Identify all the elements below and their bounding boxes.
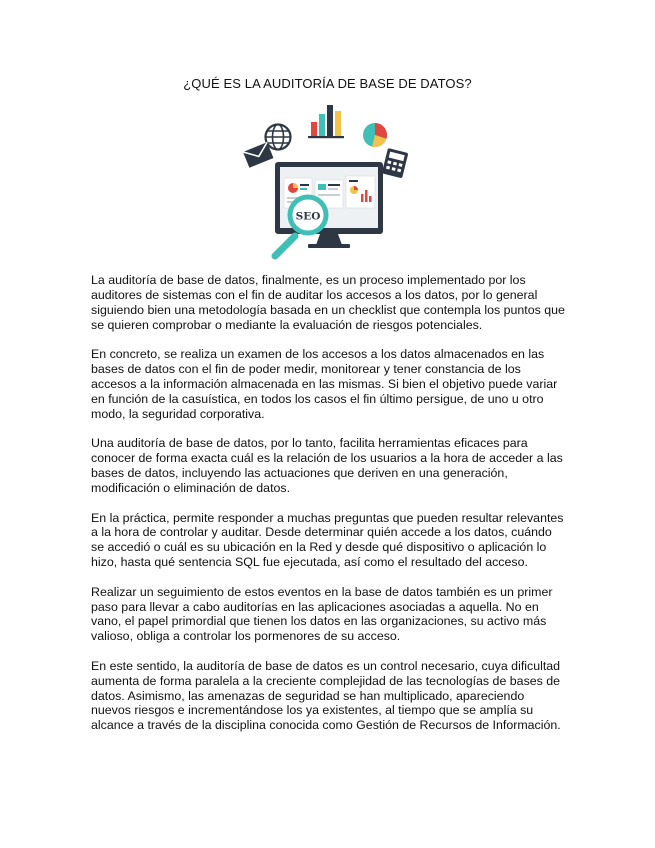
paragraph: Una auditoría de base de datos, por lo tanto, facilita herramientas eficaces para conocer de forma exacta cuál es la relación de los usuarios a la hora de acceder a las bases de datos, incluyendo las actuaciones que deriven en una generación, modificación o eliminación de datos. xyxy=(91,436,563,495)
document-body xyxy=(91,273,566,748)
paragraph: En este sentido, la auditoría de base de datos es un control necesario, cuya dificultad aumenta de forma paralela a la creciente complejidad de las tecnologías de bases de datos. Asimismo, las amenazas de seguridad se han multiplicado, apareciendo nuevos riesgos e incrementándose los ya existentes, al tiempo que se amplía su alcance a través de la disciplina conocida como Gestión de Recursos de Información. xyxy=(91,658,561,733)
paragraph: En la práctica, permite responder a muchas preguntas que pueden resultar relevantes a la hora de controlar y auditar. Desde determinar quién accede a los datos, cuándo se accedió o cuál es su ubicación en la Red y desde qué dispositivo o aplicación lo hizo, hasta qué sentencia SQL fue ejecutada, así como el resultado del acceso. xyxy=(91,510,564,570)
paragraph: La auditoría de base de datos, finalmente, es un proceso implementado por los auditores de sistemas con el fin de auditar los accesos a los datos, por lo general siguiendo bien una metodología basada en un checklist que contempla los puntos que se quieren comprobar o mediante la evaluación de riesgos potenciales. xyxy=(91,273,565,332)
paragraph: Realizar un seguimiento de estos eventos en la base de datos también es un primer paso para llevar a cabo auditorías en las aplicaciones asociadas a aquella. No en vano, el papel primordial que tienen los datos en las organizaciones, su activo más valioso, obliga a controlar los pormenores de su acceso. xyxy=(91,584,553,644)
pie-chart-icon xyxy=(363,121,389,147)
seo-illustration xyxy=(238,100,418,262)
paragraph: En concreto, se realiza un examen de los accesos a los datos almacenados en las bases de datos con el fin de poder medir, monitorear y tener constancia de los accesos a la información almacenada en las mismas. Si bien el objetivo puede variar en función de la casuística, en todos los casos el fin último persigue, de uno u otro modo, la seguridad corporativa. xyxy=(91,347,558,421)
seo-badge-text: SEO xyxy=(295,210,321,223)
bar-chart-icon xyxy=(308,105,344,138)
globe-icon xyxy=(266,125,291,150)
calculator-icon xyxy=(382,148,409,178)
document-title: ¿QUÉ ES LA AUDITORÍA DE BASE DE DATOS? xyxy=(183,76,472,91)
